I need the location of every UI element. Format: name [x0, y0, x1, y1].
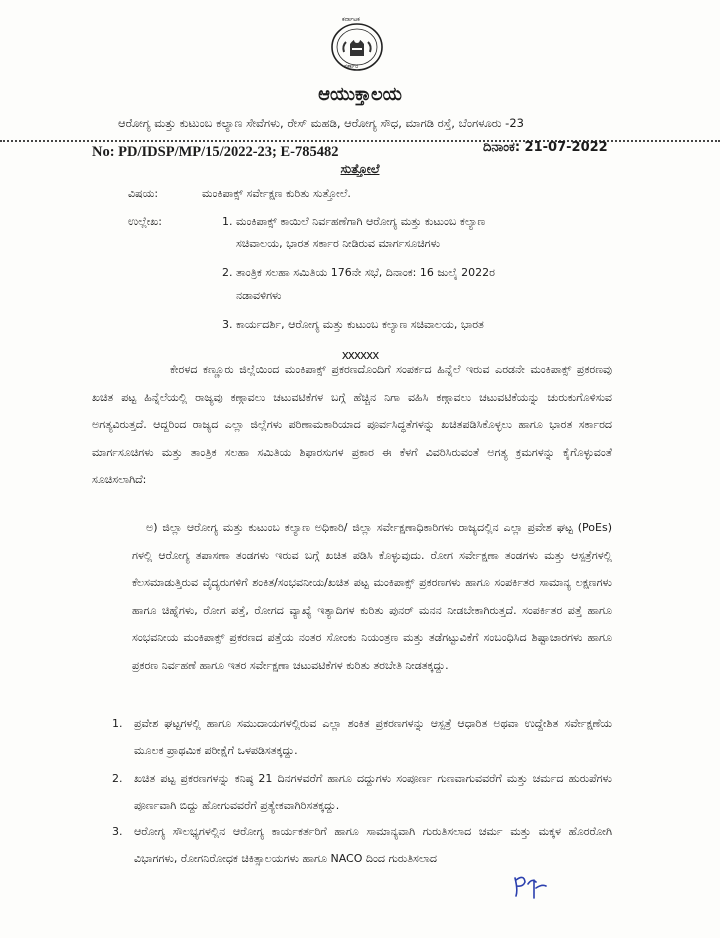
numbered-item-1-num: 1. [112, 717, 123, 730]
section-ornament: xxxxxx [341, 348, 379, 362]
emblem-bottom-text: ಸರ್ಕಾರ [344, 63, 359, 70]
header-divider [0, 140, 720, 142]
reference-number: No: PD/IDSP/MP/15/2022-23; E-785482 [92, 144, 339, 160]
subject-text: ಮಂಕಿಪಾಕ್ಸ್ ಸರ್ವೇಕ್ಷಣ ಕುರಿತು ಸುತ್ತೋಲೆ. [202, 187, 351, 200]
numbered-item-2-text: ಖಚಿತ ಪಟ್ಟ ಪ್ರಕರಣಗಳನ್ನು ಕನಿಷ್ಠ 21 ದಿನಗಳವರೆಗೆ ಹಾಗೂ ದದ್ದುಗಳು ಸಂಪೂರ್ಣ ಗುಣವಾಗುವವರೆಗೆ ಮತ್ತು ಚರ್ಮದ ಹುರುಪೆಗಳು ಪೂರ್ಣವಾಗಿ ಬಿದ್ದು ಹೋಗುವವರೆಗೆ ಪ್ರತ್ಯೇಕವಾಗಿರಿಸತಕ್ಕದ್ದು. [134, 772, 612, 812]
emblem-top-text: ಕರ್ನಾಟಕ [342, 16, 360, 23]
numbered-item-3-num: 3. [112, 825, 123, 838]
document-type-heading: ಸುತ್ತೋಲೆ [340, 161, 380, 176]
office-title: ಆಯುಕ್ತಾಲಯ [318, 84, 402, 105]
references-label: ಉಲ್ಲೇಖ: [128, 215, 162, 228]
numbered-item-2-num: 2. [112, 772, 123, 785]
numbered-item-3-text: ಆರೋಗ್ಯ ಸೌಲಭ್ಯಗಳಲ್ಲಿನ ಆರೋಗ್ಯ ಕಾರ್ಯಕರ್ತರಿಗೆ ಹಾಗೂ ಸಾಮಾನ್ಯವಾಗಿ ಗುರುತಿಸಲಾದ ಚರ್ಮ ಮತ್ತು ಮಕ್ಕಳ ಹೊರರೋಗಿ ವಿಭಾಗಗಳು, ರೋಗನಿರೋಧಕ ಚಿಕಿತ್ಸಾಲಯಗಳು ಹಾಗೂ NACO ದಿಂದ ಗುರುತಿಸಲಾದ [134, 825, 612, 865]
document-date: ದಿನಾಂಕ: 21-07-2022 [483, 140, 608, 155]
handwritten-initials-icon [510, 870, 550, 902]
intro-paragraph: ಕೇರಳದ ಕಣ್ಣೂರು ಜಿಲ್ಲೆಯಿಂದ ಮಂಕಿಪಾಕ್ಸ್ ಪ್ರಕರಣದೊಂದಿಗೆ ಸಂಪರ್ಕದ ಹಿನ್ನೆಲೆ ಇರುವ ಎರಡನೇ ಮಂಕಿಪಾಕ್ಸ್ ಪ್ರಕರಣವು ಖಚಿತ ಪಟ್ಟ ಹಿನ್ನೆಲೆಯಲ್ಲಿ ರಾಜ್ಯವು ಕಣ್ಗಾವಲು ಚಟುವಟಿಕೆಗಳ ಬಗ್ಗೆ ಹೆಚ್ಚಿನ ನಿಗಾ ವಹಿಸಿ ಕಣ್ಗಾವಲು ಚಟುವಟಿಕೆಯನ್ನು ಚುರುಕುಗೊಳಿಸುವ ಅಗತ್ಯವಿರುತ್ತದೆ. ಆದ್ದರಿಂದ ರಾಜ್ಯದ ಎಲ್ಲಾ ಜಿಲ್ಲೆಗಳು ಪರಿಣಾಮಕಾರಿಯಾದ ಪೂರ್ವಸಿದ್ಧತೆಗಳನ್ನು ಖಚಿತಪಡಿಸಿಕೊಳ್ಳಲು ಹಾಗೂ ಭಾರತ ಸರ್ಕಾರದ ಮಾರ್ಗಸೂಚಿಗಳು ಮತ್ತು ತಾಂತ್ರಿಕ ಸಲಹಾ ಸಮಿತಿಯ ಶಿಫಾರಸುಗಳ ಪ್ರಕಾರ ಈ ಕೆಳಗೆ ವಿವರಿಸಿರುವಂತೆ ಅಗತ್ಯ ಕ್ರಮಗಳನ್ನು ಕೈಗೊಳ್ಳುವಂತೆ ಸೂಚಿಸಲಾಗಿದೆ: [92, 363, 612, 486]
reference-item-2-line-2: ನಡಾವಳಿಗಳು [236, 289, 282, 302]
numbered-item-1-text: ಪ್ರವೇಶ ಘಟ್ಟಗಳಲ್ಲಿ ಹಾಗೂ ಸಮುದಾಯಗಳಲ್ಲಿರುವ ಎಲ್ಲಾ ಶಂಕಿತ ಪ್ರಕರಣಗಳನ್ನು ಆಸ್ಪತ್ರೆ ಆಧಾರಿತ ಅಥವಾ ಉದ್ದೇಶಿತ ಸರ್ವೇಕ್ಷಣೆಯ ಮೂಲಕ ಪ್ರಾಥಮಿಕ ಪರೀಕ್ಷೆಗೆ ಒಳಪಡಿಸತಕ್ಕದ್ದು. [134, 717, 612, 757]
reference-item-2-line-1: 2. ತಾಂತ್ರಿಕ ಸಲಹಾ ಸಮಿತಿಯ 176ನೇ ಸಭೆ, ದಿನಾಂಕ: 16 ಜುಲೈ 2022ರ [222, 266, 495, 279]
reference-item-3: 3. ಕಾರ್ಯದರ್ಶಿ, ಆರೋಗ್ಯ ಮತ್ತು ಕುಟುಂಬ ಕಲ್ಯಾಣ ಸಚಿವಾಲಯ, ಭಾರತ [222, 318, 484, 331]
point-a-paragraph: ಅ) ಜಿಲ್ಲಾ ಆರೋಗ್ಯ ಮತ್ತು ಕುಟುಂಬ ಕಲ್ಯಾಣ ಅಧಿಕಾರಿ/ ಜಿಲ್ಲಾ ಸರ್ವೇಕ್ಷಣಾಧಿಕಾರಿಗಳು ರಾಜ್ಯದಲ್ಲಿನ ಎಲ್ಲಾ ಪ್ರವೇಶ ಘಟ್ಟ (PoEs) ಗಳಲ್ಲಿ ಆರೋಗ್ಯ ತಪಾಸಣಾ ತಂಡಗಳು ಇರುವ ಬಗ್ಗೆ ಖಚಿತ ಪಡಿಸಿ ಕೊಳ್ಳುವುದು. ರೋಗ ಸರ್ವೇಕ್ಷಣಾ ತಂಡಗಳು ಮತ್ತು ಆಸ್ಪತ್ರೆಗಳಲ್ಲಿ ಕೆಲಸಮಾಡುತ್ತಿರುವ ವೈದ್ಯರುಗಳಿಗೆ ಶಂಕಿತ/ಸಂಭವನೀಯ/ಖಚಿತ ಪಟ್ಟ ಮಂಕಿಪಾಕ್ಸ್ ಪ್ರಕರಣಗಳು ಹಾಗೂ ಸಂಪರ್ಕಿತರ ಸಾಮಾನ್ಯ ಲಕ್ಷಣಗಳು ಹಾಗೂ ಚಿಹ್ನೆಗಳು, ರೋಗ ಪತ್ತೆ, ರೋಗದ ವ್ಯಾಖ್ಯೆ ಇತ್ಯಾದಿಗಳ ಕುರಿತು ಪುನರ್ ಮನನ ನೀಡಬೇಕಾಗಿರುತ್ತದೆ. ಸಂಪರ್ಕಿತರ ಪತ್ತೆ ಹಾಗೂ ಸಂಭವನೀಯ ಮಂಕಿಪಾಕ್ಸ್ ಪ್ರಕರಣದ ಪತ್ತೆಯ ನಂತರ ಸೋಂಕು ನಿಯಂತ್ರಣ ಮತ್ತು ತಡೆಗಟ್ಟುವಿಕೆಗೆ ಸಂಬಂಧಿಸಿದ ಶಿಷ್ಟಾಚಾರಗಳು ಹಾಗೂ ಪ್ರಕರಣ ನಿರ್ವಹಣೆ ಹಾಗೂ ಇತರ ಸರ್ವೇಕ್ಷಣಾ ಚಟುವಟಿಕೆಗಳ ಕುರಿತು ತರಬೇತಿ ನೀಡತಕ್ಕದ್ದು. [132, 521, 612, 672]
subject-label: ವಿಷಯ: [128, 187, 159, 200]
reference-item-1-line-2: ಸಚಿವಾಲಯ, ಭಾರತ ಸರ್ಕಾರ ನೀಡಿರುವ ಮಾರ್ಗಸೂಚಿಗಳು [236, 237, 441, 250]
reference-item-1-line-1: 1. ಮಂಕಿಪಾಕ್ಸ್ ಕಾಯಿಲೆ ನಿರ್ವಹಣೆಗಾಗಿ ಆರೋಗ್ಯ ಮತ್ತು ಕುಟುಂಬ ಕಲ್ಯಾಣ [222, 215, 486, 228]
office-address: ಆರೋಗ್ಯ ಮತ್ತು ಕುಟುಂಬ ಕಲ್ಯಾಣ ಸೇವೆಗಳು, ರೇಸ್ ಮಹಡಿ, ಆರೋಗ್ಯ ಸೌಧ, ಮಾಗಡಿ ರಸ್ತೆ, ಬೆಂಗಳೂರು -23 [118, 116, 524, 130]
